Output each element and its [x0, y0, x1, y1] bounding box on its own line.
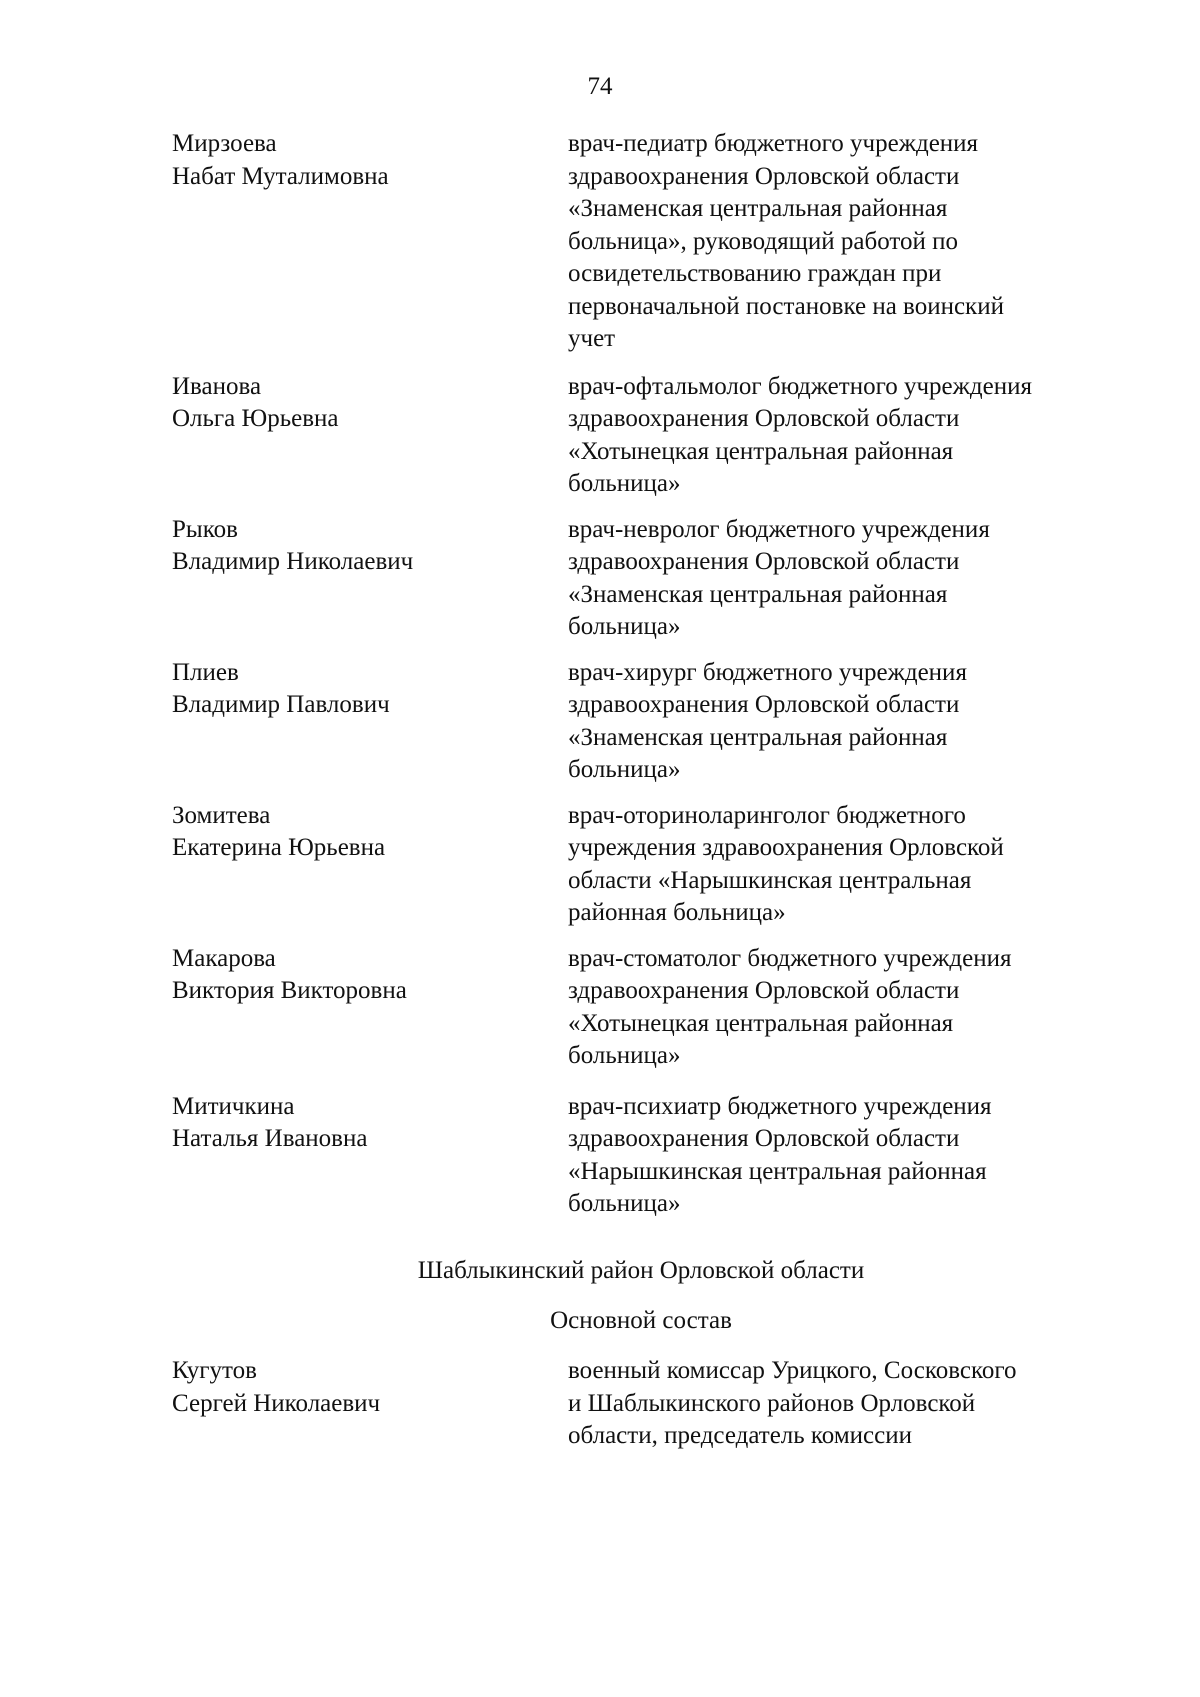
- member-position: [568, 943, 1112, 1073]
- member-entry: [172, 657, 1112, 787]
- position-line: области «Нарышкинская центральная: [568, 866, 972, 894]
- member-position: [568, 128, 1112, 356]
- position-line: больница», руководящий работой по: [568, 227, 959, 255]
- member-name: [172, 657, 552, 722]
- member-given-names: Ольга Юрьевна: [172, 405, 339, 432]
- member-name: [172, 128, 552, 193]
- member-surname: Макарова: [172, 944, 276, 972]
- member-name: [172, 800, 552, 865]
- member-position: [568, 800, 1112, 930]
- member-entry: [172, 800, 1112, 930]
- subsection-heading: Основной состав: [550, 1307, 732, 1334]
- member-entry: [172, 943, 1112, 1073]
- position-line: врач-оториноларинголог бюджетного: [568, 801, 966, 829]
- member-surname: Кугутов: [172, 1357, 257, 1384]
- position-line: «Знаменская центральная районная: [568, 195, 948, 222]
- member-given-names: Виктория Викторовна: [172, 977, 407, 1004]
- member-surname: Плиев: [172, 658, 239, 686]
- position-line: учет: [568, 325, 616, 352]
- member-position: [568, 1355, 1112, 1453]
- position-line: больница»: [568, 1190, 681, 1217]
- position-line: учреждения здравоохранения Орловской: [568, 834, 1004, 861]
- member-surname: Рыков: [172, 515, 238, 543]
- member-position: [568, 514, 1112, 644]
- position-line: и Шаблыкинского районов Орловской: [568, 1389, 976, 1417]
- member-given-names: Владимир Павлович: [172, 691, 390, 718]
- page-number: 74: [587, 73, 613, 100]
- position-line: здравоохранения Орловской области: [568, 548, 960, 575]
- position-line: первоначальной постановке на воинский: [568, 292, 1004, 320]
- position-line: больница»: [568, 470, 681, 497]
- member-given-names: Владимир Николаевич: [172, 548, 414, 575]
- position-line: врач-педиатр бюджетного учреждения: [568, 130, 979, 157]
- position-line: врач-офтальмолог бюджетного учреждения: [568, 372, 1032, 400]
- member-entry: [172, 371, 1112, 501]
- position-line: больница»: [568, 1042, 681, 1069]
- member-entry: [172, 1355, 1112, 1453]
- member-entry: [172, 514, 1112, 644]
- position-line: врач-невролог бюджетного учреждения: [568, 515, 990, 543]
- position-line: больница»: [568, 756, 681, 783]
- member-position: [568, 371, 1112, 501]
- position-line: «Нарышкинская центральная районная: [568, 1157, 987, 1185]
- position-line: здравоохранения Орловской области: [568, 405, 960, 432]
- member-entry: [172, 1091, 1112, 1221]
- position-line: районная больница»: [568, 899, 786, 926]
- position-line: здравоохранения Орловской области: [568, 977, 960, 1004]
- member-surname: Иванова: [172, 372, 262, 400]
- member-entry: [172, 128, 1112, 356]
- member-surname: Митичкина: [172, 1092, 295, 1120]
- member-given-names: Екатерина Юрьевна: [172, 834, 386, 861]
- main-composition-list: [172, 1355, 1112, 1453]
- member-surname: Зомитева: [172, 801, 271, 829]
- member-name: [172, 371, 552, 436]
- commission-member-list: [172, 128, 1112, 1221]
- member-position: [568, 657, 1112, 787]
- position-line: здравоохранения Орловской области: [568, 1125, 960, 1152]
- member-given-names: Набат Муталимовна: [172, 162, 389, 190]
- position-line: здравоохранения Орловской области: [568, 691, 960, 718]
- member-name: [172, 1091, 552, 1156]
- position-line: врач-хирург бюджетного учреждения: [568, 658, 967, 686]
- member-given-names: Сергей Николаевич: [172, 1389, 381, 1417]
- member-surname: Мирзоева: [172, 130, 277, 157]
- position-line: больница»: [568, 613, 681, 640]
- position-line: врач-психиатр бюджетного учреждения: [568, 1092, 992, 1120]
- member-position: [568, 1091, 1112, 1221]
- member-name: [172, 943, 552, 1008]
- position-line: «Хотынецкая центральная районная: [568, 1009, 954, 1037]
- position-line: здравоохранения Орловской области: [568, 162, 960, 190]
- position-line: «Хотынецкая центральная районная: [568, 437, 954, 465]
- member-name: [172, 514, 552, 579]
- position-line: «Знаменская центральная районная: [568, 580, 948, 608]
- position-line: области, председатель комиссии: [568, 1422, 912, 1449]
- position-line: освидетельствованию граждан при: [568, 260, 942, 287]
- position-line: «Знаменская центральная районная: [568, 723, 948, 751]
- section-heading: Шаблыкинский район Орловской области: [417, 1257, 865, 1284]
- position-line: врач-стоматолог бюджетного учреждения: [568, 944, 1012, 972]
- member-given-names: Наталья Ивановна: [172, 1125, 368, 1152]
- position-line: военный комиссар Урицкого, Сосковского: [568, 1357, 1017, 1384]
- member-name: [172, 1355, 552, 1420]
